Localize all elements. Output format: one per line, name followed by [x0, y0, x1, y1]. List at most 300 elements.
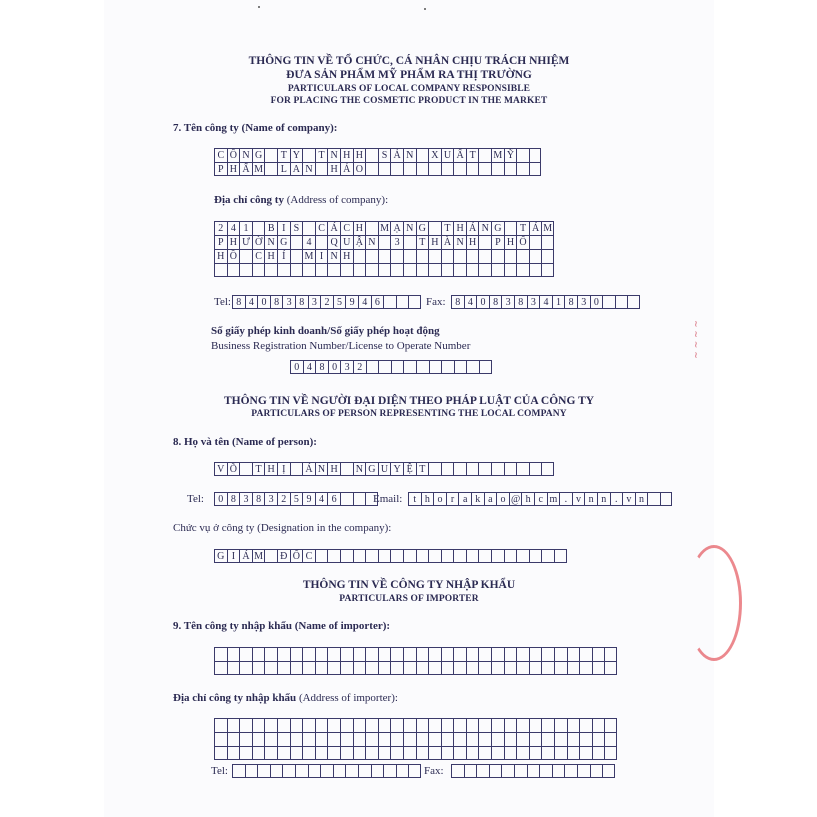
license-number-grid[interactable]	[290, 360, 492, 374]
char-box[interactable]: Q	[327, 235, 340, 249]
char-box[interactable]: a	[484, 492, 497, 506]
char-box[interactable]	[516, 148, 529, 162]
company-tel-grid[interactable]	[232, 295, 421, 309]
char-box[interactable]: N	[327, 148, 340, 162]
char-box[interactable]: 2	[353, 360, 366, 374]
char-box[interactable]	[214, 746, 227, 760]
char-box[interactable]	[315, 549, 328, 563]
char-box[interactable]: T	[315, 148, 328, 162]
char-box[interactable]: 3	[308, 295, 321, 309]
char-box[interactable]	[252, 746, 265, 760]
char-box[interactable]	[315, 732, 328, 746]
char-box[interactable]	[491, 162, 504, 176]
char-box[interactable]	[539, 764, 552, 778]
char-box[interactable]: c	[534, 492, 547, 506]
char-box[interactable]	[454, 360, 467, 374]
char-box[interactable]	[340, 661, 353, 675]
char-box[interactable]: 4	[303, 360, 316, 374]
char-box[interactable]	[290, 249, 303, 263]
char-box[interactable]	[441, 647, 454, 661]
char-box[interactable]: G	[277, 235, 290, 249]
char-box[interactable]: C	[340, 221, 353, 235]
char-box[interactable]	[290, 263, 303, 277]
char-box[interactable]	[315, 647, 328, 661]
char-box[interactable]: 3	[390, 235, 403, 249]
char-box[interactable]: 0	[328, 360, 341, 374]
char-box[interactable]: 2	[277, 492, 290, 506]
char-box[interactable]	[554, 732, 567, 746]
char-box[interactable]	[239, 462, 252, 476]
char-box[interactable]	[264, 162, 277, 176]
char-box[interactable]	[453, 732, 466, 746]
char-box[interactable]	[365, 718, 378, 732]
char-box[interactable]	[378, 360, 391, 374]
char-box[interactable]	[516, 647, 529, 661]
char-box[interactable]	[365, 746, 378, 760]
char-box[interactable]	[529, 162, 542, 176]
char-box[interactable]	[264, 263, 277, 277]
char-box[interactable]: O	[353, 162, 366, 176]
importer-tel-grid[interactable]	[232, 764, 421, 778]
char-box[interactable]: H	[353, 221, 366, 235]
char-box[interactable]: H	[340, 148, 353, 162]
char-box[interactable]	[476, 764, 489, 778]
char-box[interactable]	[516, 549, 529, 563]
char-box[interactable]	[416, 647, 429, 661]
char-box[interactable]: N	[453, 235, 466, 249]
char-box[interactable]	[529, 718, 542, 732]
char-box[interactable]	[478, 647, 491, 661]
char-box[interactable]	[541, 746, 554, 760]
char-box[interactable]	[416, 249, 429, 263]
char-box[interactable]	[602, 764, 615, 778]
char-box[interactable]: G	[214, 549, 227, 563]
char-box[interactable]: S	[378, 148, 391, 162]
char-box[interactable]	[252, 221, 265, 235]
char-box[interactable]	[577, 764, 590, 778]
person-name-grid[interactable]	[214, 462, 554, 476]
char-box[interactable]: S	[290, 221, 303, 235]
char-box[interactable]	[416, 360, 429, 374]
char-box[interactable]	[428, 661, 441, 675]
char-box[interactable]: H	[466, 235, 479, 249]
char-box[interactable]	[290, 732, 303, 746]
person-tel-grid[interactable]	[214, 492, 378, 506]
char-box[interactable]	[239, 746, 252, 760]
char-box[interactable]	[416, 263, 429, 277]
char-box[interactable]	[529, 148, 542, 162]
char-box[interactable]	[214, 647, 227, 661]
char-box[interactable]	[529, 661, 542, 675]
char-box[interactable]	[227, 263, 240, 277]
char-box[interactable]: 4	[358, 295, 371, 309]
char-box[interactable]: M	[252, 162, 265, 176]
char-box[interactable]	[478, 549, 491, 563]
char-box[interactable]: T	[466, 148, 479, 162]
char-box[interactable]	[567, 718, 580, 732]
char-box[interactable]	[428, 549, 441, 563]
char-box[interactable]: 8	[232, 295, 245, 309]
char-box[interactable]	[378, 661, 391, 675]
char-box[interactable]	[491, 263, 504, 277]
char-box[interactable]: Í	[277, 249, 290, 263]
char-box[interactable]: N	[315, 462, 328, 476]
char-box[interactable]: m	[547, 492, 560, 506]
char-box[interactable]: H	[327, 462, 340, 476]
char-box[interactable]: T	[416, 462, 429, 476]
char-box[interactable]	[302, 263, 315, 277]
char-box[interactable]: Y	[290, 148, 303, 162]
char-box[interactable]	[491, 661, 504, 675]
char-box[interactable]	[529, 647, 542, 661]
char-box[interactable]: Ố	[516, 235, 529, 249]
company-address-grid[interactable]	[214, 221, 554, 277]
char-box[interactable]	[327, 549, 340, 563]
char-box[interactable]	[554, 661, 567, 675]
char-box[interactable]	[353, 249, 366, 263]
char-box[interactable]: G	[365, 462, 378, 476]
char-box[interactable]	[504, 162, 517, 176]
char-box[interactable]	[491, 462, 504, 476]
char-box[interactable]	[451, 764, 464, 778]
char-box[interactable]	[516, 249, 529, 263]
char-box[interactable]	[390, 249, 403, 263]
importer-address-grid[interactable]	[214, 718, 617, 760]
char-box[interactable]: Á	[302, 462, 315, 476]
char-box[interactable]	[604, 718, 617, 732]
char-box[interactable]	[264, 661, 277, 675]
char-box[interactable]	[579, 732, 592, 746]
importer-fax-grid[interactable]	[451, 764, 615, 778]
char-box[interactable]	[290, 746, 303, 760]
char-box[interactable]	[478, 661, 491, 675]
char-box[interactable]: N	[264, 235, 277, 249]
char-box[interactable]	[383, 764, 396, 778]
char-box[interactable]	[277, 732, 290, 746]
char-box[interactable]: M	[543, 223, 553, 234]
char-box[interactable]	[416, 746, 429, 760]
char-box[interactable]	[327, 718, 340, 732]
char-box[interactable]: Á	[239, 549, 252, 563]
char-box[interactable]: 2	[214, 221, 227, 235]
char-box[interactable]	[529, 549, 542, 563]
char-box[interactable]	[441, 549, 454, 563]
char-box[interactable]: X	[428, 148, 441, 162]
char-box[interactable]	[378, 235, 391, 249]
char-box[interactable]	[514, 764, 527, 778]
char-box[interactable]	[541, 549, 554, 563]
char-box[interactable]	[227, 732, 240, 746]
char-box[interactable]	[340, 263, 353, 277]
char-box[interactable]	[478, 263, 491, 277]
char-box[interactable]	[604, 661, 617, 675]
char-box[interactable]: Ệ	[403, 462, 416, 476]
char-box[interactable]: N	[327, 249, 340, 263]
char-box[interactable]	[604, 746, 617, 760]
char-box[interactable]	[441, 162, 454, 176]
char-box[interactable]	[264, 718, 277, 732]
char-box[interactable]	[660, 492, 673, 506]
char-box[interactable]	[604, 732, 617, 746]
char-box[interactable]: U	[441, 148, 454, 162]
char-box[interactable]: H	[327, 162, 340, 176]
char-box[interactable]: C	[302, 549, 315, 563]
char-box[interactable]: N	[302, 162, 315, 176]
char-box[interactable]	[478, 746, 491, 760]
char-box[interactable]: 9	[345, 295, 358, 309]
char-box[interactable]: H	[428, 235, 441, 249]
char-box[interactable]: 5	[333, 295, 346, 309]
char-box[interactable]: 3	[501, 295, 514, 309]
char-box[interactable]: h	[421, 492, 434, 506]
char-box[interactable]: 0	[214, 492, 227, 506]
char-box[interactable]	[590, 764, 603, 778]
char-box[interactable]: 8	[315, 360, 328, 374]
char-box[interactable]: T	[416, 235, 429, 249]
char-box[interactable]	[491, 249, 504, 263]
char-box[interactable]	[579, 718, 592, 732]
char-box[interactable]: r	[446, 492, 459, 506]
char-box[interactable]: 3	[577, 295, 590, 309]
char-box[interactable]: N	[365, 235, 378, 249]
char-box[interactable]	[353, 492, 366, 506]
char-box[interactable]	[252, 732, 265, 746]
char-box[interactable]	[541, 661, 554, 675]
char-box[interactable]	[371, 764, 384, 778]
char-box[interactable]: 0	[590, 295, 603, 309]
char-box[interactable]: o	[496, 492, 509, 506]
char-box[interactable]	[245, 764, 258, 778]
designation-grid[interactable]	[214, 549, 567, 563]
char-box[interactable]	[403, 661, 416, 675]
char-box[interactable]	[504, 661, 517, 675]
char-box[interactable]	[378, 746, 391, 760]
char-box[interactable]	[277, 718, 290, 732]
char-box[interactable]: 9	[302, 492, 315, 506]
char-box[interactable]	[541, 249, 554, 263]
char-box[interactable]	[340, 462, 353, 476]
char-box[interactable]: N	[478, 221, 491, 235]
char-box[interactable]	[365, 148, 378, 162]
char-box[interactable]	[416, 718, 429, 732]
char-box[interactable]	[541, 718, 554, 732]
char-box[interactable]	[365, 647, 378, 661]
char-box[interactable]: A	[290, 162, 303, 176]
char-box[interactable]	[353, 263, 366, 277]
char-box[interactable]: C	[214, 148, 227, 162]
char-box[interactable]	[277, 647, 290, 661]
char-box[interactable]: Ị	[277, 462, 290, 476]
char-box[interactable]	[466, 249, 479, 263]
char-box[interactable]: H	[264, 249, 277, 263]
char-box[interactable]: H	[453, 221, 466, 235]
char-box[interactable]	[529, 235, 542, 249]
char-box[interactable]	[504, 732, 517, 746]
char-box[interactable]	[441, 462, 454, 476]
char-box[interactable]: T	[441, 221, 454, 235]
char-box[interactable]	[290, 647, 303, 661]
char-box[interactable]: Ả	[390, 148, 403, 162]
char-box[interactable]: P	[214, 235, 227, 249]
char-box[interactable]	[516, 661, 529, 675]
char-box[interactable]: C	[252, 249, 265, 263]
char-box[interactable]	[466, 718, 479, 732]
char-box[interactable]	[396, 295, 409, 309]
char-box[interactable]	[302, 732, 315, 746]
char-box[interactable]	[453, 718, 466, 732]
char-box[interactable]	[504, 549, 517, 563]
char-box[interactable]	[290, 462, 303, 476]
char-box[interactable]	[428, 249, 441, 263]
char-box[interactable]: n	[635, 492, 648, 506]
char-box[interactable]	[504, 221, 517, 235]
char-box[interactable]: M	[491, 148, 504, 162]
char-box[interactable]	[290, 235, 303, 249]
char-box[interactable]	[358, 764, 371, 778]
char-box[interactable]: 8	[564, 295, 577, 309]
char-box[interactable]	[516, 732, 529, 746]
char-box[interactable]	[466, 263, 479, 277]
char-box[interactable]: U	[378, 462, 391, 476]
char-box[interactable]	[252, 647, 265, 661]
char-box[interactable]	[567, 661, 580, 675]
char-box[interactable]: a	[458, 492, 471, 506]
char-box[interactable]	[529, 746, 542, 760]
char-box[interactable]	[270, 764, 283, 778]
char-box[interactable]	[378, 647, 391, 661]
char-box[interactable]	[527, 764, 540, 778]
char-box[interactable]	[504, 718, 517, 732]
char-box[interactable]	[353, 718, 366, 732]
char-box[interactable]: 8	[295, 295, 308, 309]
char-box[interactable]: I	[227, 549, 240, 563]
char-box[interactable]: 3	[527, 295, 540, 309]
char-box[interactable]	[428, 162, 441, 176]
char-box[interactable]	[365, 732, 378, 746]
char-box[interactable]	[428, 462, 441, 476]
char-box[interactable]	[592, 647, 605, 661]
char-box[interactable]	[541, 462, 554, 476]
char-box[interactable]	[441, 746, 454, 760]
char-box[interactable]: B	[264, 221, 277, 235]
char-box[interactable]: H	[227, 235, 240, 249]
char-box[interactable]	[441, 661, 454, 675]
char-box[interactable]	[327, 263, 340, 277]
char-box[interactable]	[466, 360, 479, 374]
char-box[interactable]: 4	[539, 295, 552, 309]
char-box[interactable]	[478, 235, 491, 249]
char-box[interactable]	[602, 295, 615, 309]
char-box[interactable]	[592, 732, 605, 746]
char-box[interactable]	[491, 718, 504, 732]
char-box[interactable]	[478, 148, 491, 162]
char-box[interactable]	[416, 732, 429, 746]
char-box[interactable]	[541, 235, 554, 249]
char-box[interactable]	[327, 647, 340, 661]
char-box[interactable]	[327, 732, 340, 746]
char-box[interactable]	[441, 360, 454, 374]
char-box[interactable]	[504, 462, 517, 476]
char-box[interactable]	[390, 647, 403, 661]
char-box[interactable]	[416, 148, 429, 162]
char-box[interactable]	[302, 746, 315, 760]
char-box[interactable]	[478, 732, 491, 746]
char-box[interactable]	[340, 492, 353, 506]
char-box[interactable]: H	[214, 249, 227, 263]
char-box[interactable]	[302, 661, 315, 675]
char-box[interactable]	[403, 360, 416, 374]
char-box[interactable]	[302, 647, 315, 661]
char-box[interactable]	[214, 263, 227, 277]
char-box[interactable]	[554, 718, 567, 732]
person-email-grid[interactable]	[408, 492, 672, 506]
char-box[interactable]: N	[239, 148, 252, 162]
char-box[interactable]	[390, 162, 403, 176]
char-box[interactable]	[416, 661, 429, 675]
char-box[interactable]	[504, 249, 517, 263]
char-box[interactable]	[327, 661, 340, 675]
char-box[interactable]	[615, 295, 628, 309]
char-box[interactable]	[403, 162, 416, 176]
char-box[interactable]	[264, 647, 277, 661]
char-box[interactable]: 6	[327, 492, 340, 506]
char-box[interactable]	[453, 249, 466, 263]
char-box[interactable]	[491, 732, 504, 746]
char-box[interactable]: À	[441, 235, 454, 249]
char-box[interactable]: v	[622, 492, 635, 506]
char-box[interactable]	[416, 162, 429, 176]
char-box[interactable]	[453, 549, 466, 563]
char-box[interactable]	[453, 661, 466, 675]
char-box[interactable]: 3	[340, 360, 353, 374]
char-box[interactable]	[516, 746, 529, 760]
char-box[interactable]: Ấ	[453, 148, 466, 162]
char-box[interactable]: V	[214, 462, 227, 476]
char-box[interactable]: M	[302, 249, 315, 263]
char-box[interactable]	[390, 549, 403, 563]
char-box[interactable]: H	[353, 148, 366, 162]
char-box[interactable]: P	[214, 162, 227, 176]
char-box[interactable]: M	[378, 221, 391, 235]
char-box[interactable]: N	[403, 148, 416, 162]
char-box[interactable]: 0	[290, 360, 303, 374]
char-box[interactable]: Ậ	[353, 235, 366, 249]
char-box[interactable]: 4	[227, 221, 240, 235]
char-box[interactable]: 8	[252, 492, 265, 506]
char-box[interactable]: Đ	[277, 549, 290, 563]
char-box[interactable]	[441, 718, 454, 732]
char-box[interactable]	[277, 746, 290, 760]
char-box[interactable]	[390, 732, 403, 746]
char-box[interactable]	[453, 462, 466, 476]
char-box[interactable]	[504, 263, 517, 277]
char-box[interactable]	[478, 718, 491, 732]
char-box[interactable]	[315, 235, 328, 249]
char-box[interactable]: Ồ	[227, 249, 240, 263]
char-box[interactable]	[627, 295, 640, 309]
char-box[interactable]	[396, 764, 409, 778]
char-box[interactable]	[516, 263, 529, 277]
char-box[interactable]	[227, 647, 240, 661]
char-box[interactable]	[428, 746, 441, 760]
char-box[interactable]	[541, 647, 554, 661]
char-box[interactable]: t	[408, 492, 421, 506]
char-box[interactable]	[290, 718, 303, 732]
char-box[interactable]	[466, 549, 479, 563]
char-box[interactable]	[554, 746, 567, 760]
char-box[interactable]	[390, 746, 403, 760]
char-box[interactable]: G	[252, 148, 265, 162]
